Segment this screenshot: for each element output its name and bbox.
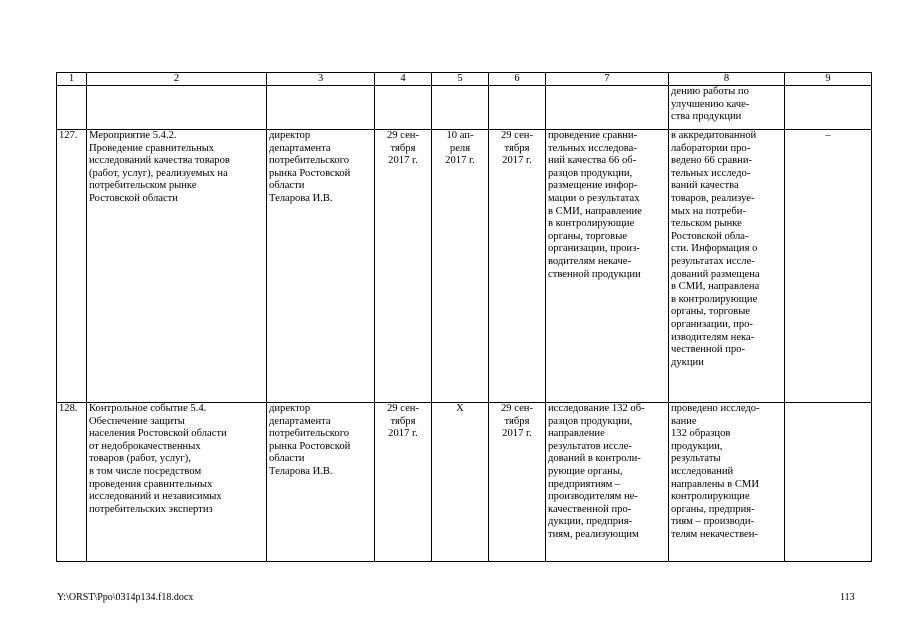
empty-cell bbox=[546, 86, 669, 130]
header-cell-4: 4 bbox=[375, 73, 432, 86]
header-cell-2: 2 bbox=[87, 73, 267, 86]
planned-date: 10 ап- реля 2017 г. bbox=[432, 130, 489, 403]
start-date: 29 сен- тября 2017 г. bbox=[375, 403, 432, 562]
row-number: 128. bbox=[57, 403, 87, 562]
header-row bbox=[57, 73, 872, 86]
expected-result: проведение сравни- тельных исследова- ний качества 66 об- разцов продукции, размещение инфор- мации о результатах в СМИ, направление в контролирующие органы, торговые организации, произ- водителям некаче- ственной продукции bbox=[546, 130, 669, 403]
actual-date: 29 сен- тября 2017 г. bbox=[489, 403, 546, 562]
actual-result: проведено исследо- вание 132 образцов продукции, результаты исследований направлены в СМИ контролирующие органы, предприя- тиям – производи- телям некачествен- bbox=[671, 403, 760, 540]
header-cell-1: 1 bbox=[57, 73, 87, 86]
responsible-person: директор департамента потребительского рынка Ростовской области Теларова И.В. bbox=[267, 403, 375, 562]
header-cell-6: 6 bbox=[489, 73, 546, 86]
header-cell-7: 7 bbox=[546, 73, 669, 86]
footer-page-number: 113 bbox=[840, 592, 855, 603]
actual-date: 29 сен- тября 2017 г. bbox=[489, 130, 546, 403]
empty-cell bbox=[267, 86, 375, 130]
note: – bbox=[785, 130, 872, 403]
actual-result: в аккредитованной лаборатории про- ведено 66 сравни- тельных исследо- ваний качества товаров, реализуе- мых на потреби- тельском рынке Ростовской обла- сти. Информация о результатах иссле- дований размещена в СМИ, направлена в контролирующие органы, торговые организации, про- изводителям нека- чественной про- дукции bbox=[669, 130, 785, 403]
planned-date: Х bbox=[432, 403, 489, 562]
table-row bbox=[57, 403, 872, 562]
empty-cell bbox=[432, 86, 489, 130]
responsible-person: директор департамента потребительского рынка Ростовской области Теларова И.В. bbox=[267, 130, 375, 403]
header-cell-8: 8 bbox=[669, 73, 785, 86]
note bbox=[785, 403, 872, 562]
start-date: 29 сен- тября 2017 г. bbox=[375, 130, 432, 403]
expected-result-cell bbox=[546, 403, 669, 562]
report-table bbox=[56, 72, 872, 562]
continuation-row bbox=[57, 86, 872, 130]
header-cell-5: 5 bbox=[432, 73, 489, 86]
row-number: 127. bbox=[57, 130, 87, 403]
empty-cell bbox=[57, 86, 87, 130]
expected-result: исследование 132 об- разцов продукции, направление результатов иссле- дований в контроли- рующие органы, предприятиям – производителям не- качественной про- дукции, предприя- тиям, реализующим bbox=[548, 403, 645, 540]
event-name: Мероприятие 5.4.2. Проведение сравнительных исследований качества товаров (работ, услуг), реализуемых на потребительском рынке Ростовской области bbox=[87, 130, 267, 403]
empty-cell bbox=[489, 86, 546, 130]
continued-result-text: дению работы по улучшению каче- ства продукции bbox=[669, 86, 785, 130]
table-row bbox=[57, 130, 872, 403]
empty-cell bbox=[375, 86, 432, 130]
actual-result-cell bbox=[669, 403, 785, 562]
header-cell-9: 9 bbox=[785, 73, 872, 86]
footer-file-path: Y:\ORST\Ppo\0314p134.f18.docx bbox=[57, 592, 194, 603]
empty-cell bbox=[785, 86, 872, 130]
header-cell-3: 3 bbox=[267, 73, 375, 86]
empty-cell bbox=[87, 86, 267, 130]
event-name: Контрольное событие 5.4. Обеспечение защиты населения Ростовской области от недоброкачественных товаров (работ, услуг), в том числе посредством проведения сравнительных исследований и независимых потребительских экспертиз bbox=[87, 403, 267, 562]
